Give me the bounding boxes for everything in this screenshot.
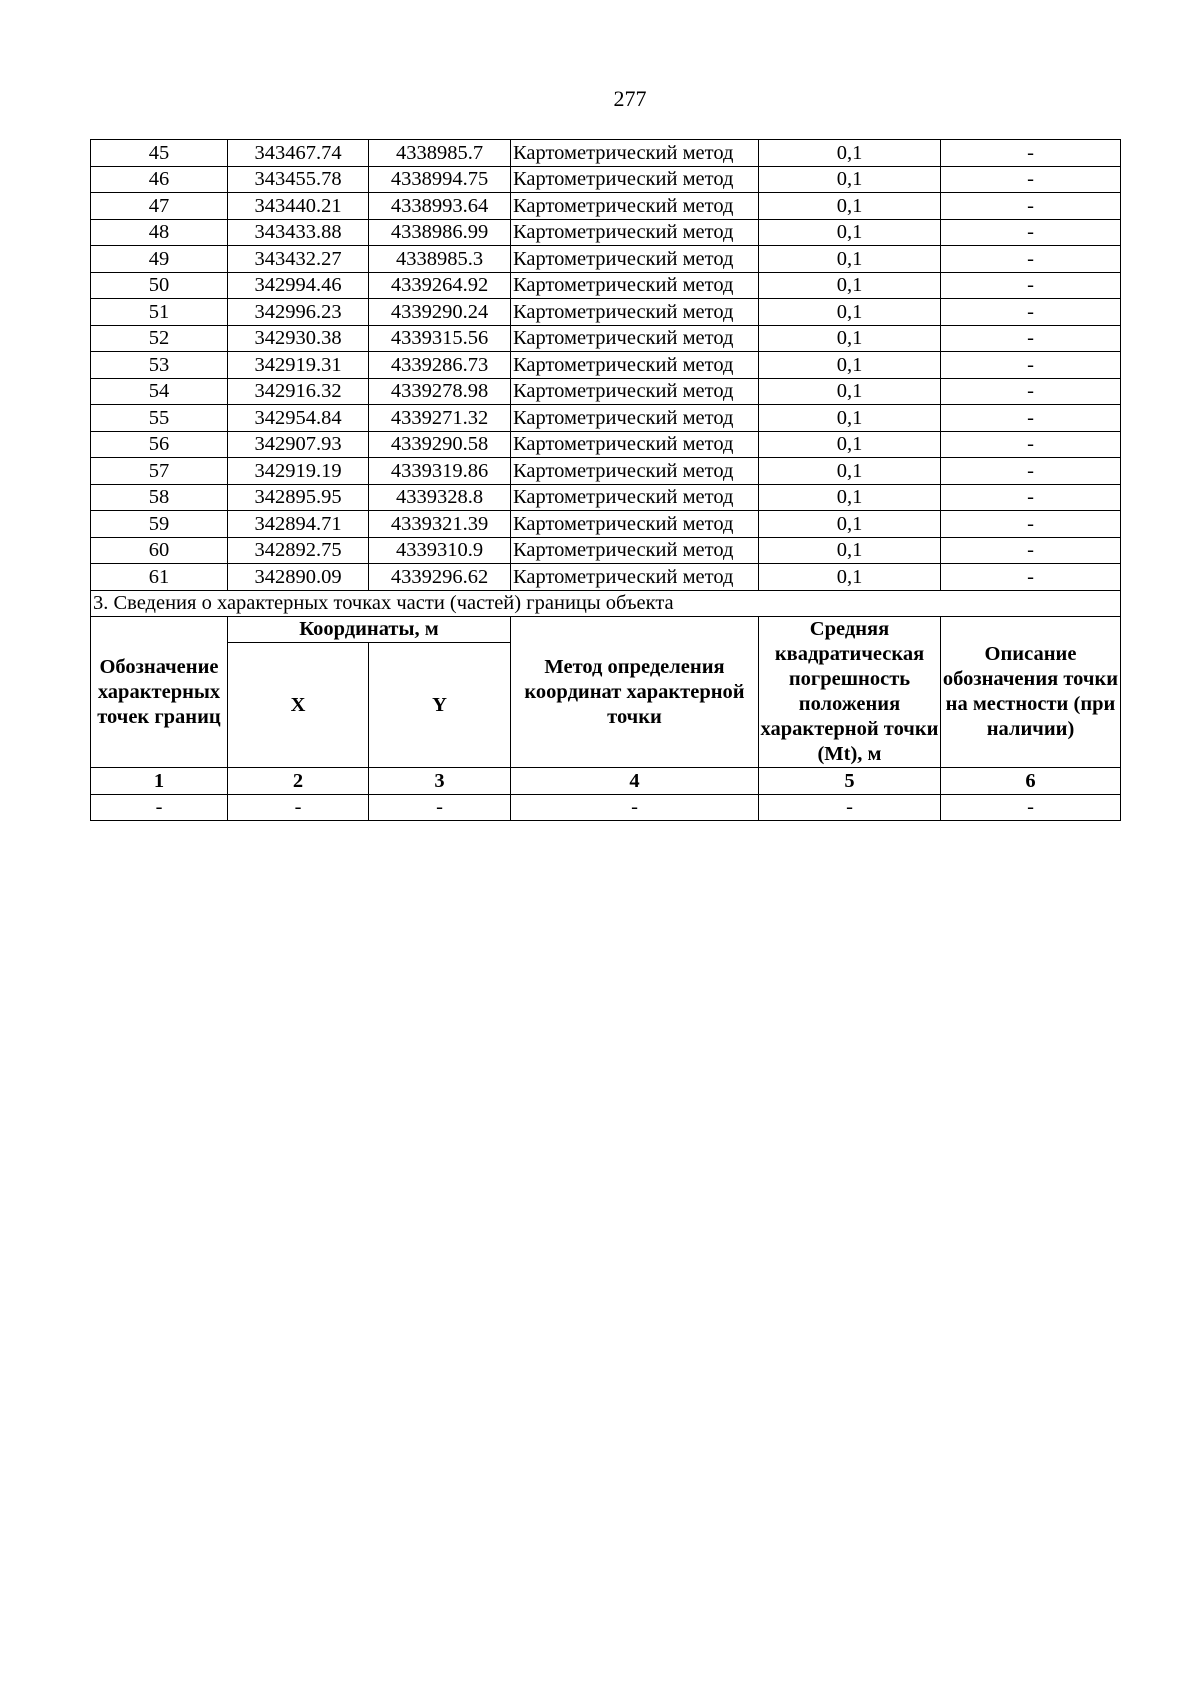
error-cell: 0,1 (759, 564, 941, 591)
section3-block (91, 590, 1121, 821)
point-number-cell: 49 (91, 246, 228, 273)
y-coordinate-cell: 4339328.8 (369, 484, 511, 511)
x-coordinate-cell: 342919.31 (228, 352, 369, 379)
error-cell: 0,1 (759, 325, 941, 352)
x-coordinate-cell: 342930.38 (228, 325, 369, 352)
header-error: Средняя квадратическая погрешность положения характерной точки (Mt), м (759, 617, 941, 768)
error-cell: 0,1 (759, 431, 941, 458)
table-row (91, 166, 1121, 193)
y-coordinate-cell: 4339278.98 (369, 378, 511, 405)
method-cell: Картометрический метод (511, 140, 759, 167)
error-cell: 0,1 (759, 246, 941, 273)
error-cell: 0,1 (759, 405, 941, 432)
y-coordinate-cell: 4339264.92 (369, 272, 511, 299)
header-description: Описание обозначения точки на местности (при наличии) (941, 617, 1121, 768)
description-cell: - (941, 246, 1121, 273)
column-number: 1 (91, 768, 228, 795)
point-number-cell: 61 (91, 564, 228, 591)
page-number: 277 (613, 86, 647, 111)
y-coordinate-cell: 4339319.86 (369, 458, 511, 485)
method-cell: Картометрический метод (511, 166, 759, 193)
method-cell: Картометрический метод (511, 537, 759, 564)
x-coordinate-cell: 342907.93 (228, 431, 369, 458)
description-cell: - (941, 484, 1121, 511)
description-cell: - (941, 511, 1121, 538)
y-coordinate-cell: 4339290.24 (369, 299, 511, 326)
coordinates-table-body (91, 140, 1121, 591)
x-coordinate-cell: 342919.19 (228, 458, 369, 485)
x-coordinate-cell: 342954.84 (228, 405, 369, 432)
y-coordinate-cell: 4339271.32 (369, 405, 511, 432)
description-cell: - (941, 378, 1121, 405)
y-coordinate-cell: 4338985.7 (369, 140, 511, 167)
point-number-cell: 47 (91, 193, 228, 220)
column-number: 6 (941, 768, 1121, 795)
point-number-cell: 55 (91, 405, 228, 432)
x-coordinate-cell: 343432.27 (228, 246, 369, 273)
y-coordinate-cell: 4338993.64 (369, 193, 511, 220)
x-coordinate-cell: 342890.09 (228, 564, 369, 591)
point-number-cell: 51 (91, 299, 228, 326)
table-row (91, 352, 1121, 379)
method-cell: Картометрический метод (511, 405, 759, 432)
table-row (91, 537, 1121, 564)
y-coordinate-cell: 4339290.58 (369, 431, 511, 458)
error-cell: 0,1 (759, 272, 941, 299)
method-cell: Картометрический метод (511, 325, 759, 352)
header-coordinates: Координаты, м (228, 617, 511, 643)
point-number-cell: 50 (91, 272, 228, 299)
point-number-cell: 57 (91, 458, 228, 485)
description-cell: - (941, 458, 1121, 485)
empty-cell: - (91, 794, 228, 821)
table-row (91, 564, 1121, 591)
method-cell: Картометрический метод (511, 564, 759, 591)
point-number-cell: 60 (91, 537, 228, 564)
table-row (91, 378, 1121, 405)
x-coordinate-cell: 343455.78 (228, 166, 369, 193)
y-coordinate-cell: 4339310.9 (369, 537, 511, 564)
header-x: X (228, 643, 369, 768)
error-cell: 0,1 (759, 511, 941, 538)
point-number-cell: 53 (91, 352, 228, 379)
error-cell: 0,1 (759, 166, 941, 193)
point-number-cell: 54 (91, 378, 228, 405)
description-cell: - (941, 405, 1121, 432)
empty-cell: - (228, 794, 369, 821)
column-number: 2 (228, 768, 369, 795)
method-cell: Картометрический метод (511, 193, 759, 220)
y-coordinate-cell: 4339296.62 (369, 564, 511, 591)
x-coordinate-cell: 343440.21 (228, 193, 369, 220)
description-cell: - (941, 166, 1121, 193)
table-row (91, 219, 1121, 246)
method-cell: Картометрический метод (511, 299, 759, 326)
description-cell: - (941, 219, 1121, 246)
error-cell: 0,1 (759, 140, 941, 167)
method-cell: Картометрический метод (511, 352, 759, 379)
y-coordinate-cell: 4338994.75 (369, 166, 511, 193)
method-cell: Картометрический метод (511, 272, 759, 299)
x-coordinate-cell: 342996.23 (228, 299, 369, 326)
table-row (91, 140, 1121, 167)
error-cell: 0,1 (759, 484, 941, 511)
column-number: 4 (511, 768, 759, 795)
empty-cell: - (941, 794, 1121, 821)
point-number-cell: 56 (91, 431, 228, 458)
x-coordinate-cell: 342916.32 (228, 378, 369, 405)
empty-cell: - (511, 794, 759, 821)
table-row (91, 405, 1121, 432)
description-cell: - (941, 299, 1121, 326)
table-row (91, 511, 1121, 538)
error-cell: 0,1 (759, 299, 941, 326)
empty-data-row (91, 794, 1121, 821)
point-number-cell: 59 (91, 511, 228, 538)
x-coordinate-cell: 342895.95 (228, 484, 369, 511)
method-cell: Картометрический метод (511, 431, 759, 458)
boundary-points-table (90, 139, 1121, 821)
error-cell: 0,1 (759, 537, 941, 564)
point-number-cell: 45 (91, 140, 228, 167)
y-coordinate-cell: 4338986.99 (369, 219, 511, 246)
point-number-cell: 46 (91, 166, 228, 193)
error-cell: 0,1 (759, 193, 941, 220)
table-row (91, 484, 1121, 511)
column-number: 3 (369, 768, 511, 795)
error-cell: 0,1 (759, 378, 941, 405)
y-coordinate-cell: 4339321.39 (369, 511, 511, 538)
description-cell: - (941, 272, 1121, 299)
table-row (91, 325, 1121, 352)
empty-cell: - (369, 794, 511, 821)
description-cell: - (941, 431, 1121, 458)
table-row (91, 299, 1121, 326)
empty-cell: - (759, 794, 941, 821)
error-cell: 0,1 (759, 352, 941, 379)
table-row (91, 458, 1121, 485)
description-cell: - (941, 564, 1121, 591)
method-cell: Картометрический метод (511, 378, 759, 405)
table-row (91, 431, 1121, 458)
table-row (91, 193, 1121, 220)
x-coordinate-cell: 343467.74 (228, 140, 369, 167)
description-cell: - (941, 140, 1121, 167)
x-coordinate-cell: 342994.46 (228, 272, 369, 299)
description-cell: - (941, 352, 1121, 379)
point-number-cell: 58 (91, 484, 228, 511)
section-title-row (91, 590, 1121, 617)
y-coordinate-cell: 4339315.56 (369, 325, 511, 352)
header-row-top (91, 617, 1121, 643)
table-row (91, 246, 1121, 273)
x-coordinate-cell: 342892.75 (228, 537, 369, 564)
description-cell: - (941, 193, 1121, 220)
header-y: Y (369, 643, 511, 768)
description-cell: - (941, 537, 1121, 564)
header-method: Метод определения координат характерной точки (511, 617, 759, 768)
point-number-cell: 52 (91, 325, 228, 352)
method-cell: Картометрический метод (511, 484, 759, 511)
method-cell: Картометрический метод (511, 246, 759, 273)
method-cell: Картометрический метод (511, 511, 759, 538)
x-coordinate-cell: 343433.88 (228, 219, 369, 246)
column-number: 5 (759, 768, 941, 795)
y-coordinate-cell: 4338985.3 (369, 246, 511, 273)
header-designation: Обозначение характерных точек границ (91, 617, 228, 768)
error-cell: 0,1 (759, 458, 941, 485)
point-number-cell: 48 (91, 219, 228, 246)
column-number-row (91, 768, 1121, 795)
y-coordinate-cell: 4339286.73 (369, 352, 511, 379)
error-cell: 0,1 (759, 219, 941, 246)
x-coordinate-cell: 342894.71 (228, 511, 369, 538)
description-cell: - (941, 325, 1121, 352)
table-row (91, 272, 1121, 299)
method-cell: Картометрический метод (511, 458, 759, 485)
method-cell: Картометрический метод (511, 219, 759, 246)
section-title: 3. Сведения о характерных точках части (частей) границы объекта (91, 590, 1121, 617)
